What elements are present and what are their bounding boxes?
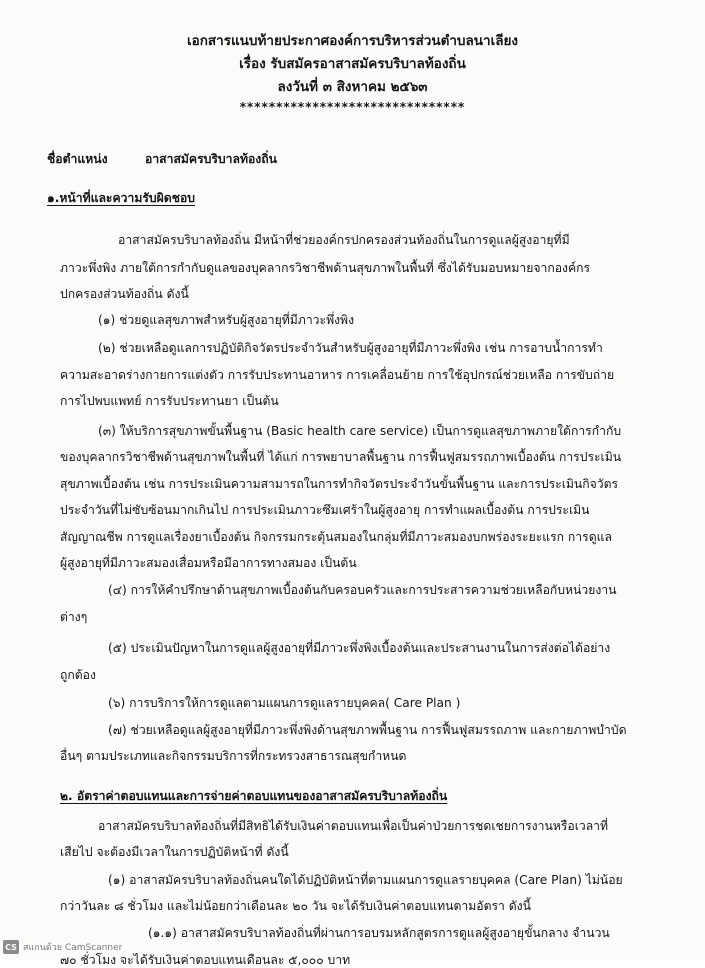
duty-item-3-line: สัญญาณชีพ การดูแลเรื่องยาเบื้องต้น กิจกรรมกระตุ้นสมองในกลุ่มที่มีภาวะสมองบกพร่องระยะแรก การดูแล [60, 530, 612, 544]
duty-item-2-line: การไปพบแพทย์ การรับประทานยา เป็นต้น [60, 394, 279, 408]
header-title: เอกสารแนบท้ายประกาศองค์การบริหารส่วนตำบลนาเลียง [187, 33, 518, 49]
section2-heading: ๒. อัตราค่าตอบแทนและการจ่ายค่าตอบแทนของอาสาสมัครบริบาลท้องถิ่น [60, 789, 448, 803]
duty-item-5-line: ถูกต้อง [60, 668, 96, 682]
section2-intro-line: เสียไป จะต้องมีเวลาในการปฏิบัติหน้าที่ ดังนี้ [60, 845, 289, 859]
duty-item-4-line: ต่างๆ [60, 610, 88, 624]
pay-item-1-1-line: ๗๐ ชั่วโมง จะได้รับเงินค่าตอบแทนเดือนละ ๕,๐๐๐ บาท [60, 953, 351, 967]
duty-item-3-line: สุขภาพเบื้องต้น เช่น การประเมินความสามารถในการทำกิจวัตรประจำวันขั้นพื้นฐาน และการประเมินกิจวัตร [60, 477, 619, 491]
duty-item-5-line: (๕) ประเมินปัญหาในการดูแลผู้สูงอายุที่มีภาวะพึ่งพิงเบื้องต้นและประสานงานในการส่งต่อได้อย่าง [108, 641, 611, 655]
camscanner-logo-icon: CS [3, 940, 19, 954]
header-date: ลงวันที่ ๓ สิงหาคม ๒๕๖๓ [277, 79, 428, 95]
section2-intro-line: อาสาสมัครบริบาลท้องถิ่นที่มีสิทธิได้รับเงินค่าตอบแทนเพื่อเป็นค่าป่วยการชดเชยการงานหรือเวลาที่ [98, 819, 609, 833]
watermark-text: สแกนด้วย CamScanner [23, 943, 123, 953]
pay-item-1-1-line: (๑.๑) อาสาสมัครบริบาลท้องถิ่นที่ผ่านการอบรมหลักสูตรการดูแลผู้สูงอายุขั้นกลาง จำนวน [148, 926, 610, 940]
duty-item-3-line: ประจำวันที่ไม่ซับซ้อนมากเกินไป การประเมินภาวะซึมเศร้าในผู้สูงอายุ การทำแผลเบื้องต้น การประเมิน [60, 503, 590, 517]
section1-intro-line: ปกครองส่วนท้องถิ่น ดังนี้ [60, 287, 189, 301]
duty-item-2-line: (๒) ช่วยเหลือดูแลการปฏิบัติกิจวัตรประจำวันสำหรับผู้สูงอายุที่มีภาวะพึ่งพิง เช่น การอาบน้ำการทำ [98, 341, 603, 355]
section1-intro-line: ภาวะพึ่งพิง ภายใต้การกำกับดูแลของบุคลากรวิชาชีพด้านสุขภาพในพื้นที่ ซึ่งได้รับมอบหมายจากองค์กร [60, 261, 591, 275]
header-subject: เรื่อง รับสมัครอาสาสมัครบริบาลท้องถิ่น [239, 56, 466, 72]
duty-item-2-line: ความสะอาดร่างกายการแต่งตัว การรับประทานอาหาร การเคลื่อนย้าย การใช้อุปกรณ์ช่วยเหลือ การขับถ่าย [60, 368, 615, 382]
section1-heading: ๑.หน้าที่และความรับผิดชอบ [47, 191, 196, 205]
pay-item-1-line: (๑) อาสาสมัครบริบาลท้องถิ่นคนใดได้ปฏิบัติหน้าที่ตามแผนการดูแลรายบุคคล (Care Plan) ไม่น้อย [108, 873, 623, 887]
duty-item-3-line: ของบุคลากรวิชาชีพด้านสุขภาพในพื้นที่ ได้แก่ การพยาบาลพื้นฐาน การฟื้นฟูสมรรถภาพเบื้องต้น การประเมิน [60, 450, 622, 464]
duty-item-1: (๑) ช่วยดูแลสุขภาพสำหรับผู้สูงอายุที่มีภาวะพึ่งพิง [98, 313, 355, 327]
scanner-watermark [3, 939, 122, 955]
position-value: อาสาสมัครบริบาลท้องถิ่น [145, 152, 277, 166]
pay-item-1-line: กว่าวันละ ๘ ชั่วโมง และไม่น้อยกว่าเดือนละ ๒๐ วัน จะได้รับเงินค่าตอบแทนตามอัตรา ดังนี้ [60, 899, 531, 913]
duty-item-3-line: ผู้สูงอายุที่มีภาวะสมองเสื่อมหรือมีอาการทางสมอง เป็นต้น [60, 556, 357, 570]
duty-item-3-line: (๓) ให้บริการสุขภาพขั้นพื้นฐาน (Basic health care service) เป็นการดูแลสุขภาพภายใต้การกำกับ [98, 424, 622, 438]
duty-item-6: (๖) การบริการให้การดูแลตามแผนการดูแลรายบุคคล( Care Plan ) [108, 696, 461, 710]
header-separator: ******************************* [239, 100, 466, 114]
duty-item-4-line: (๔) การให้คำปรึกษาด้านสุขภาพเบื้องต้นกับครอบครัวและการประสารความช่วยเหลือกับหน่วยงาน [108, 583, 617, 597]
section1-intro-line: อาสาสมัครบริบาลท้องถิ่น มีหน้าที่ช่วยองค์กรปกครองส่วนท้องถิ่นในการดูแลผู้สูงอายุที่มี [118, 233, 570, 247]
duty-item-7-line: อื่นๆ ตามประเภทและกิจกรรมบริการที่กระทรวงสาธารณสุขกำหนด [60, 749, 407, 763]
position-label: ชื่อตำแหน่ง [47, 152, 108, 166]
document-header [0, 30, 705, 115]
duty-item-7-line: (๗) ช่วยเหลือดูแลผู้สูงอายุที่มีภาวะพึ่งพิงด้านสุขภาพพื้นฐาน การฟื้นฟูสมรรถภาพ และกายภาพบำบัด [108, 723, 627, 737]
